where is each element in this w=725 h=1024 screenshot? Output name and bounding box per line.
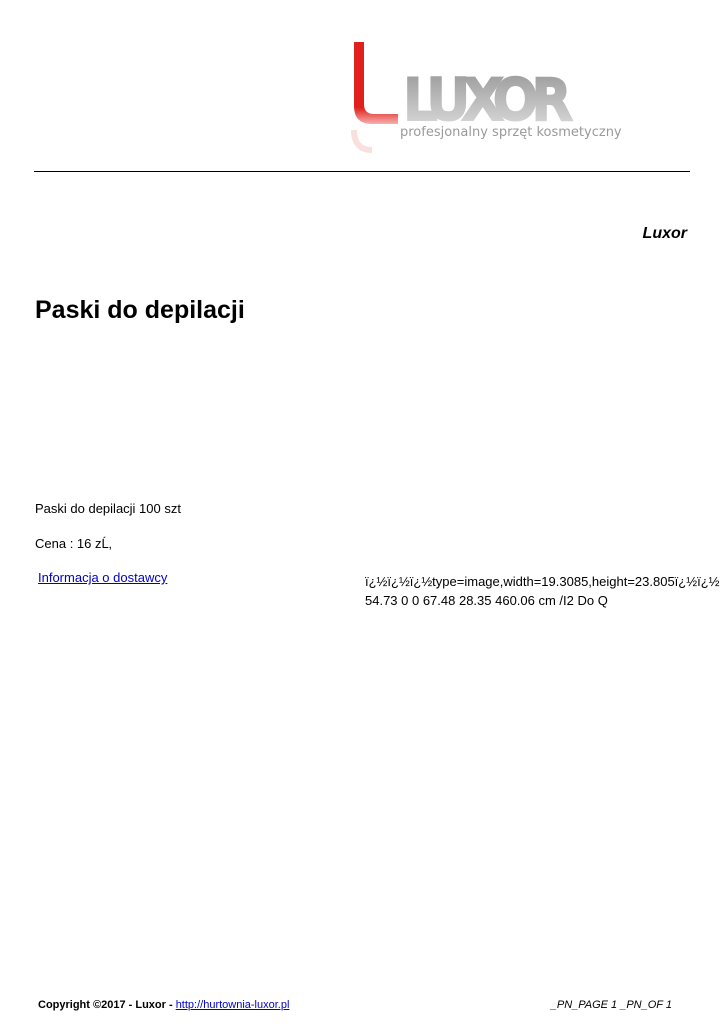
page-number: _PN_PAGE 1 _PN_OF 1 (550, 999, 672, 1011)
logo-l-mark (354, 42, 398, 124)
luxor-logo (350, 38, 625, 156)
footer-url-link[interactable]: http://hurtownia-luxor.pl (175, 999, 290, 1011)
product-title: Paski do depilacji (35, 296, 245, 324)
copyright-text: Copyright ©2017 - Luxor - (38, 999, 176, 1011)
luxor-logo-graphic (350, 38, 625, 156)
product-price: Cena : 16 zĹ‚ (35, 536, 112, 551)
brand-name: Luxor (642, 225, 687, 242)
footer-copyright (38, 999, 289, 1011)
product-description: Paski do depilacji 100 szt (35, 501, 181, 516)
logo-wordmark: LUXOR (405, 70, 568, 131)
logo-tagline: profesjonalny sprzęt kosmetyczny (400, 125, 622, 140)
garbled-line-2: 54.73 0 0 67.48 28.35 460.06 cm /I2 Do Q (365, 593, 608, 608)
garbled-line-1: ï¿½ï¿½ï¿½type=image,width=19.3085,height=23.805ï¿½ï¿½ (365, 574, 720, 589)
delivery-info-link[interactable]: Informacja o dostawcy (38, 570, 168, 585)
header-divider (34, 171, 690, 172)
garbled-text-block (365, 572, 725, 610)
